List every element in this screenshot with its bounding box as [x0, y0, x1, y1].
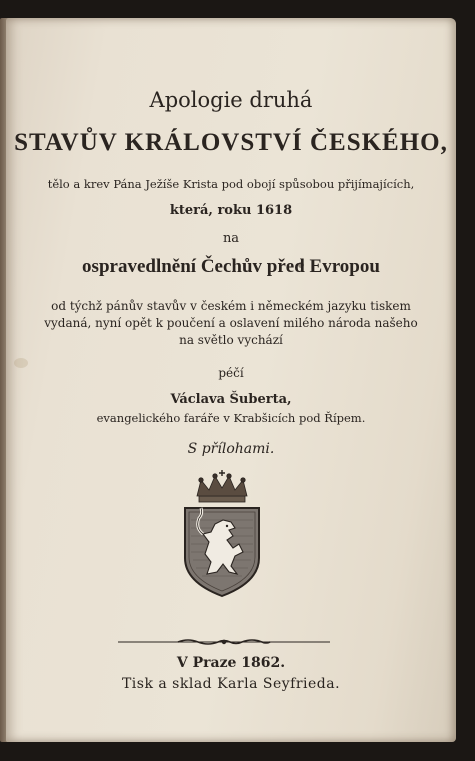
title-page	[6, 18, 456, 742]
subtitle-line-ktera: která, roku 1618	[169, 203, 293, 218]
bohemian-lion-crest-icon	[177, 470, 267, 598]
editor-name: Václava Šuberta,	[170, 392, 292, 407]
decorative-rule	[118, 638, 330, 646]
subtitle-line-telo: tělo a krev Pána Ježíše Krista pod obojí spůsobou přijímajících,	[47, 177, 415, 191]
imprint-publisher: Tisk a sklad Karla Seyfrieda.	[121, 676, 341, 692]
body-line-1: od týchž pánův stavův v českém i německém jazyku tiskem	[51, 299, 411, 313]
subtitle-line-na: na	[222, 231, 240, 246]
body-line-3: na světlo vychází	[179, 333, 283, 347]
imprint-place-year: V Praze 1862.	[176, 655, 286, 671]
appendix-note: S přílohami.	[187, 441, 275, 457]
title-line-apologie: Apologie druhá	[149, 88, 313, 112]
title-line-stavuv: STAVŮV KRÁLOVSTVÍ ČESKÉHO,	[14, 129, 448, 156]
title-line-ospravedlneni: ospravedlnění Čechův před Evropou	[82, 256, 380, 277]
editor-prefix: péčí	[218, 366, 244, 380]
body-line-2: vydaná, nyní opět k poučení a oslavení milého národa našeho	[44, 316, 418, 330]
editor-title: evangelického faráře v Krabšicích pod Řípem.	[96, 411, 366, 425]
